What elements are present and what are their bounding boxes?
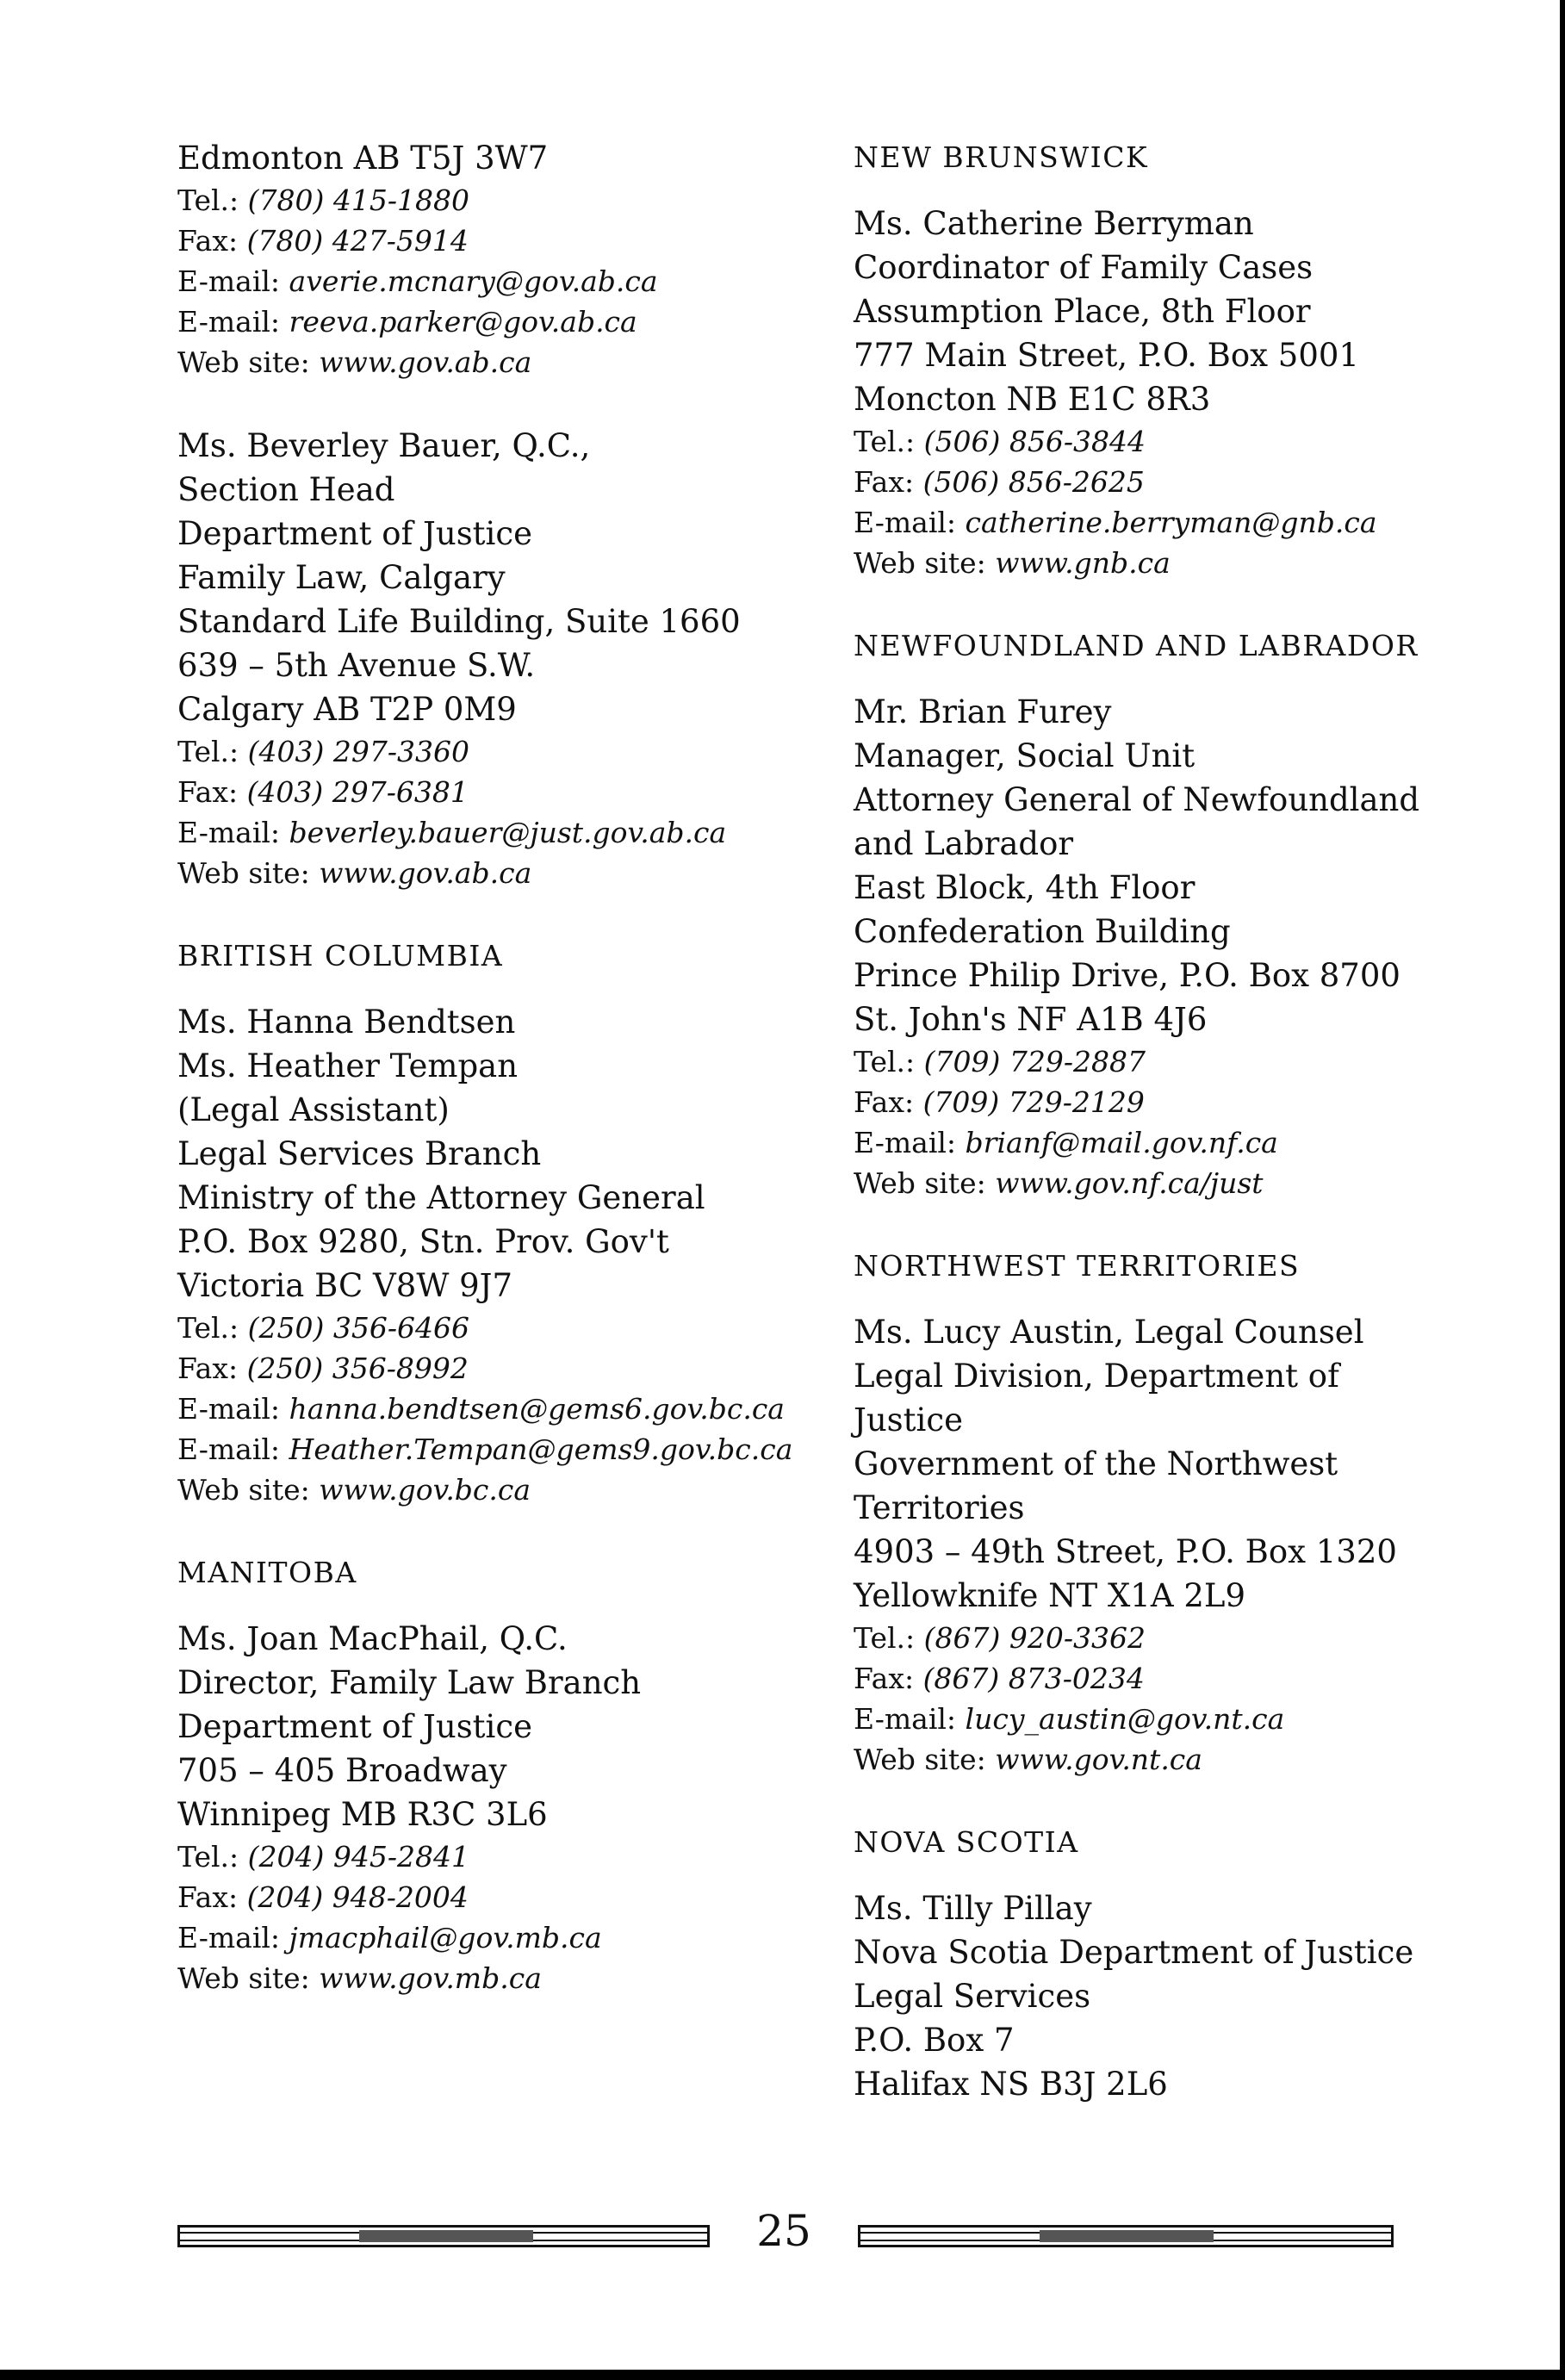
province-heading: NEWFOUNDLAND AND LABRADOR xyxy=(854,629,1419,662)
address-line: Ms. Hanna Bendtsen xyxy=(177,1004,516,1041)
contact-row xyxy=(177,301,866,342)
contact-row xyxy=(177,1836,866,1877)
contact-row xyxy=(854,1082,1543,1122)
contact-row xyxy=(177,1389,866,1429)
contact-value: (506) 856-3844 xyxy=(923,425,1146,458)
contact-label: E-mail: xyxy=(854,1702,957,1736)
address-line: Legal Division, Department of xyxy=(854,1358,1339,1395)
address-line: Moncton NB E1C 8R3 xyxy=(854,381,1211,418)
address-line: 639 – 5th Avenue S.W. xyxy=(177,647,536,684)
address-line: Coordinator of Family Cases xyxy=(854,249,1313,286)
address-line: Ms. Lucy Austin, Legal Counsel xyxy=(854,1314,1364,1351)
contact-label: Fax: xyxy=(177,1880,239,1914)
footer-rule-shaded-band xyxy=(359,2230,533,2242)
contact-label: Tel.: xyxy=(854,1045,916,1078)
contact-value: (780) 415-1880 xyxy=(247,183,469,217)
contact-label: E-mail: xyxy=(854,506,957,539)
contact-row xyxy=(177,1958,866,1998)
right-column xyxy=(854,136,1543,2147)
contact-label: Fax: xyxy=(177,224,239,258)
contact-label: E-mail: xyxy=(177,1432,281,1466)
contact-label: Tel.: xyxy=(177,183,239,217)
address-line: Manager, Social Unit xyxy=(854,737,1195,774)
address-line: (Legal Assistant) xyxy=(177,1091,450,1128)
contact-row xyxy=(177,853,866,893)
contact-label: Fax: xyxy=(177,775,239,809)
contact-label: E-mail: xyxy=(177,1392,281,1426)
contact-value: (403) 297-6381 xyxy=(246,775,469,809)
contact-row xyxy=(854,462,1543,502)
address-line: Department of Justice xyxy=(177,515,533,552)
province-heading: MANITOBA xyxy=(177,1556,357,1589)
contact-label: Tel.: xyxy=(854,425,916,458)
address-line: P.O. Box 9280, Stn. Prov. Gov't xyxy=(177,1223,669,1260)
address-line: East Block, 4th Floor xyxy=(854,869,1195,906)
contact-value: (709) 729-2129 xyxy=(922,1085,1145,1119)
address-line: Department of Justice xyxy=(177,1708,533,1745)
contact-label: E-mail: xyxy=(177,816,281,849)
contact-value: (403) 297-3360 xyxy=(247,735,469,768)
contact-label: Web site: xyxy=(177,345,310,379)
address-line: Yellowknife NT X1A 2L9 xyxy=(854,1577,1245,1614)
contact-label: Tel.: xyxy=(177,735,239,768)
contact-value: www.gov.ab.ca xyxy=(319,345,532,379)
contact-value: www.gov.nf.ca/just xyxy=(995,1166,1264,1200)
province-heading: NORTHWEST TERRITORIES xyxy=(854,1249,1301,1283)
footer-rule-right xyxy=(858,2225,1394,2247)
address-line: Ms. Catherine Berryman xyxy=(854,205,1254,242)
contact-label: Fax: xyxy=(854,465,915,499)
contact-row xyxy=(854,1163,1543,1203)
address-line: Legal Services xyxy=(854,1978,1091,2015)
contact-row xyxy=(854,1618,1543,1658)
contact-entry xyxy=(854,625,1543,1203)
address-line: Victoria BC V8W 9J7 xyxy=(177,1267,513,1304)
contact-row xyxy=(177,1877,866,1917)
contact-label: Fax: xyxy=(854,1085,915,1119)
contact-label: Web site: xyxy=(177,856,310,890)
address-line: Ms. Tilly Pillay xyxy=(854,1890,1092,1927)
contact-row xyxy=(854,1699,1543,1739)
address-line: Assumption Place, 8th Floor xyxy=(854,293,1311,330)
contact-label: Tel.: xyxy=(854,1621,916,1655)
address-line: and Labrador xyxy=(854,825,1074,862)
page-number: 25 xyxy=(756,2206,811,2256)
contact-entry xyxy=(177,136,866,382)
footer-rule-shaded-band xyxy=(1040,2230,1214,2242)
contact-value: hanna.bendtsen@gems6.gov.bc.ca xyxy=(289,1392,785,1426)
address-line: 705 – 405 Broadway xyxy=(177,1752,507,1789)
address-line: Section Head xyxy=(177,471,395,508)
contact-value: beverley.bauer@just.gov.ab.ca xyxy=(289,816,727,849)
contact-row xyxy=(177,772,866,812)
contact-label: Web site: xyxy=(177,1473,310,1507)
contact-label: Tel.: xyxy=(177,1311,239,1345)
contact-value: (867) 920-3362 xyxy=(923,1621,1146,1655)
contact-label: Tel.: xyxy=(177,1840,239,1874)
contact-entry xyxy=(854,1821,1543,2106)
province-heading: BRITISH COLUMBIA xyxy=(177,939,504,973)
contact-value: (250) 356-6466 xyxy=(247,1311,469,1345)
scan-border-right xyxy=(1560,0,1565,2380)
contact-value: (506) 856-2625 xyxy=(922,465,1145,499)
contact-row xyxy=(177,342,866,382)
address-line: Director, Family Law Branch xyxy=(177,1664,642,1701)
address-line: Calgary AB T2P 0M9 xyxy=(177,691,517,728)
address-line: Confederation Building xyxy=(854,913,1231,950)
address-line: Family Law, Calgary xyxy=(177,559,506,596)
contact-row xyxy=(177,1348,866,1389)
contact-value: averie.mcnary@gov.ab.ca xyxy=(289,264,658,298)
address-line: P.O. Box 7 xyxy=(854,2022,1015,2059)
contact-value: (250) 356-8992 xyxy=(246,1352,469,1385)
contact-value: (204) 948-2004 xyxy=(246,1880,469,1914)
province-heading: NOVA SCOTIA xyxy=(854,1825,1079,1859)
address-line: 777 Main Street, P.O. Box 5001 xyxy=(854,337,1359,374)
contact-value: www.gov.mb.ca xyxy=(319,1961,542,1995)
address-line: Edmonton AB T5J 3W7 xyxy=(177,140,549,177)
contact-value: lucy_austin@gov.nt.ca xyxy=(965,1702,1285,1736)
contact-value: jmacphail@gov.mb.ca xyxy=(289,1921,602,1954)
contact-entry xyxy=(177,935,866,1510)
contact-row xyxy=(177,261,866,301)
address-line: Ms. Heather Tempan xyxy=(177,1047,519,1084)
contact-value: www.gov.nt.ca xyxy=(995,1743,1202,1776)
contact-row xyxy=(854,1739,1543,1780)
contact-row xyxy=(854,1658,1543,1699)
address-line: Government of the Northwest xyxy=(854,1445,1338,1482)
contact-value: reeva.parker@gov.ab.ca xyxy=(289,305,637,339)
address-line: Ms. Joan MacPhail, Q.C. xyxy=(177,1620,568,1657)
contact-label: E-mail: xyxy=(177,305,281,339)
contact-entry xyxy=(854,1245,1543,1780)
address-line: Winnipeg MB R3C 3L6 xyxy=(177,1796,548,1833)
contact-label: E-mail: xyxy=(177,1921,281,1954)
contact-row xyxy=(854,543,1543,583)
address-line: Ms. Beverley Bauer, Q.C., xyxy=(177,427,591,464)
contact-value: (780) 427-5914 xyxy=(246,224,469,258)
scan-border-bottom xyxy=(0,2370,1565,2380)
address-line: Territories xyxy=(854,1489,1025,1526)
contact-row xyxy=(177,812,866,853)
contact-label: Web site: xyxy=(854,1743,986,1776)
address-line: Attorney General of Newfoundland xyxy=(854,781,1420,818)
contact-row xyxy=(177,1917,866,1958)
contact-row xyxy=(177,731,866,772)
contact-label: Fax: xyxy=(177,1352,239,1385)
contact-value: Heather.Tempan@gems9.gov.bc.ca xyxy=(289,1432,793,1466)
contact-label: Web site: xyxy=(854,546,986,580)
address-line: Mr. Brian Furey xyxy=(854,693,1112,730)
address-line: Nova Scotia Department of Justice xyxy=(854,1934,1414,1971)
address-line: 4903 – 49th Street, P.O. Box 1320 xyxy=(854,1533,1397,1570)
address-line: Halifax NS B3J 2L6 xyxy=(854,2066,1168,2103)
contact-value: (204) 945-2841 xyxy=(247,1840,469,1874)
contact-value: brianf@mail.gov.nf.ca xyxy=(965,1126,1278,1159)
contact-value: (709) 729-2887 xyxy=(923,1045,1146,1078)
left-column xyxy=(177,136,866,2040)
contact-value: catherine.berryman@gnb.ca xyxy=(965,506,1377,539)
contact-row xyxy=(177,1308,866,1348)
contact-value: www.gnb.ca xyxy=(995,546,1171,580)
contact-row xyxy=(177,1429,866,1470)
contact-entry xyxy=(177,424,866,893)
contact-label: Web site: xyxy=(854,1166,986,1200)
province-heading: NEW BRUNSWICK xyxy=(854,140,1149,174)
contact-row xyxy=(177,180,866,221)
contact-label: Web site: xyxy=(177,1961,310,1995)
contact-entry xyxy=(177,1551,866,1998)
contact-row xyxy=(854,1041,1543,1082)
contact-label: E-mail: xyxy=(177,264,281,298)
contact-row xyxy=(177,1470,866,1510)
address-line: Legal Services Branch xyxy=(177,1135,542,1172)
contact-entry xyxy=(854,136,1543,583)
contact-value: (867) 873-0234 xyxy=(922,1662,1145,1695)
contact-row xyxy=(854,1122,1543,1163)
contact-row xyxy=(177,221,866,261)
contact-value: www.gov.ab.ca xyxy=(319,856,532,890)
contact-row xyxy=(854,502,1543,543)
footer-rule-left xyxy=(177,2225,710,2247)
address-line: Prince Philip Drive, P.O. Box 8700 xyxy=(854,957,1400,994)
contact-value: www.gov.bc.ca xyxy=(319,1473,531,1507)
address-line: Standard Life Building, Suite 1660 xyxy=(177,603,741,640)
contact-label: Fax: xyxy=(854,1662,915,1695)
contact-row xyxy=(854,421,1543,462)
address-line: Justice xyxy=(854,1401,963,1439)
contact-label: E-mail: xyxy=(854,1126,957,1159)
address-line: St. John's NF A1B 4J6 xyxy=(854,1001,1208,1038)
address-line: Ministry of the Attorney General xyxy=(177,1179,705,1216)
